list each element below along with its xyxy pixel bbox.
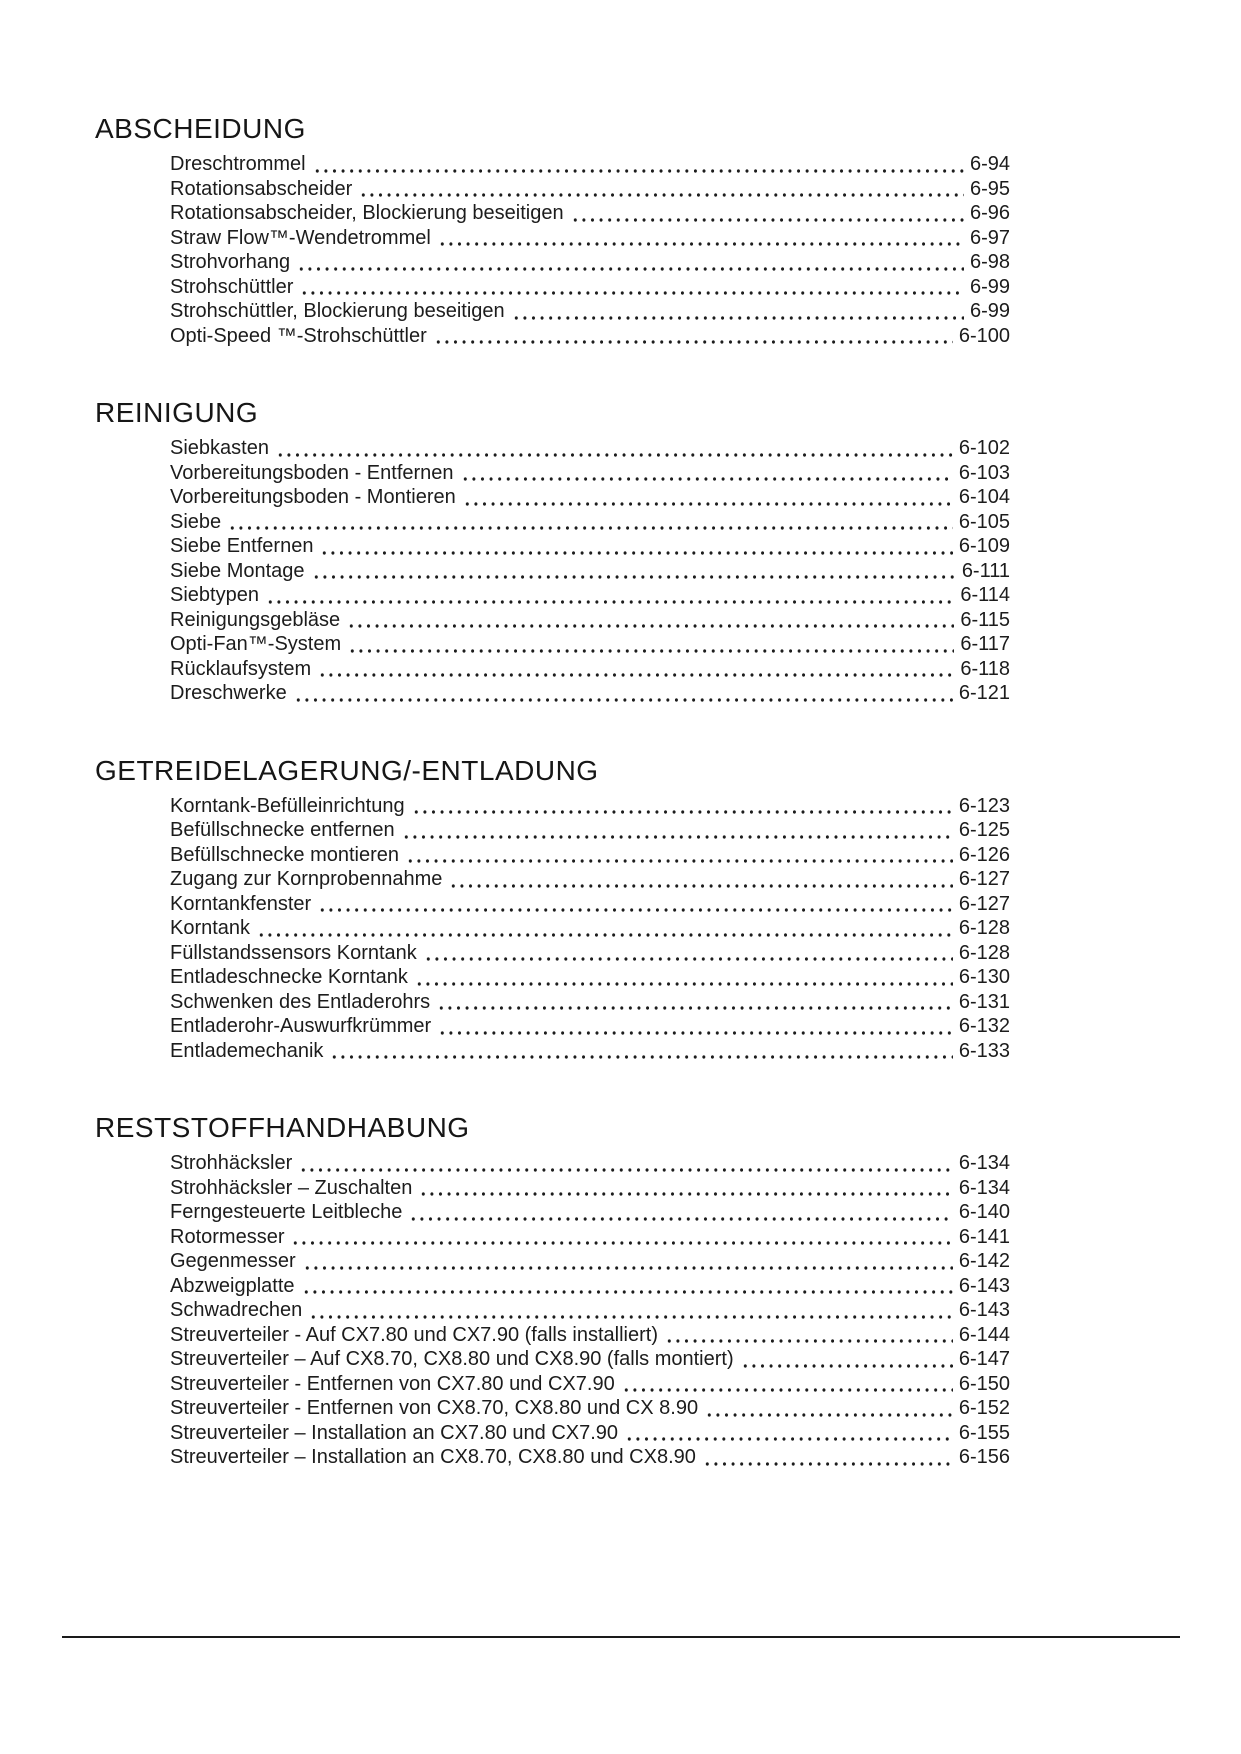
dot-leader bbox=[318, 892, 953, 917]
toc-entry-page-number: 6-127 bbox=[958, 892, 1010, 915]
toc-entry-page-number: 6-114 bbox=[960, 584, 1010, 606]
dot-leader bbox=[297, 250, 964, 275]
toc-entry bbox=[170, 226, 1010, 251]
toc-section bbox=[0, 754, 1241, 1064]
toc-entry bbox=[170, 1176, 1010, 1201]
toc-entry-page-number: 6-121 bbox=[958, 682, 1010, 704]
toc-entry bbox=[170, 843, 1010, 868]
toc-entry bbox=[170, 1421, 1010, 1446]
toc-entry-page-number: 6-143 bbox=[958, 1274, 1010, 1297]
section-heading: GETREIDELAGERUNG/-ENTLADUNG bbox=[95, 754, 599, 786]
dot-leader bbox=[625, 1421, 953, 1446]
toc-entry-title: Vorbereitungsboden - Entfernen bbox=[170, 461, 454, 484]
toc-entry bbox=[170, 632, 1010, 657]
toc-entry-page-number: 6-131 bbox=[958, 990, 1010, 1013]
dot-leader bbox=[705, 1396, 953, 1421]
dot-leader bbox=[438, 226, 964, 251]
toc-entry bbox=[170, 436, 1010, 461]
toc-entry bbox=[170, 1372, 1010, 1397]
toc-entry-page-number: 6-134 bbox=[958, 1152, 1010, 1174]
toc-entry-title: Befüllschnecke entfernen bbox=[170, 819, 395, 841]
toc-entry bbox=[170, 1347, 1010, 1372]
toc-entry-page-number: 6-134 bbox=[958, 1176, 1010, 1199]
toc-entry-page-number: 6-126 bbox=[958, 843, 1010, 866]
toc-entry bbox=[170, 250, 1010, 275]
dot-leader bbox=[438, 1014, 953, 1039]
toc-entry-page-number: 6-152 bbox=[958, 1397, 1010, 1419]
dot-leader bbox=[424, 941, 953, 966]
toc-entry bbox=[170, 794, 1010, 819]
toc-entry bbox=[170, 201, 1010, 226]
toc-entry bbox=[170, 461, 1010, 486]
toc-entry-title: Siebe bbox=[170, 510, 222, 533]
dot-leader bbox=[309, 1298, 953, 1323]
toc-entry-page-number: 6-128 bbox=[958, 917, 1010, 939]
toc-entry bbox=[170, 867, 1010, 892]
dot-leader bbox=[434, 324, 953, 349]
toc-entry-title: Vorbereitungsboden - Montieren bbox=[170, 486, 456, 508]
toc-entry-page-number: 6-95 bbox=[969, 177, 1010, 200]
toc-entry-page-number: 6-94 bbox=[969, 153, 1010, 175]
toc-entry-page-number: 6-118 bbox=[960, 657, 1010, 680]
section-heading: RESTSTOFFHANDHABUNG bbox=[95, 1112, 470, 1143]
toc-entry-title: Korntank-Befülleinrichtung bbox=[170, 794, 405, 817]
toc-entry bbox=[170, 1151, 1010, 1176]
toc-entry-page-number: 6-144 bbox=[958, 1323, 1010, 1346]
dot-leader bbox=[571, 201, 964, 226]
toc-entry-page-number: 6-147 bbox=[958, 1348, 1010, 1370]
toc-section-entries bbox=[170, 436, 1010, 706]
toc-entry bbox=[170, 990, 1010, 1015]
dot-leader bbox=[276, 436, 953, 461]
toc-entry-title: Zugang zur Kornprobennahme bbox=[170, 868, 443, 890]
dot-leader bbox=[257, 916, 953, 941]
toc-entry-title: Abzweigplatte bbox=[170, 1274, 295, 1297]
toc-entry-title: Dreschtrommel bbox=[170, 153, 306, 175]
toc-entry-page-number: 6-155 bbox=[958, 1421, 1010, 1444]
toc-entry-page-number: 6-125 bbox=[958, 819, 1010, 841]
toc-entry bbox=[170, 177, 1010, 202]
toc-entry-page-number: 6-99 bbox=[969, 300, 1010, 322]
toc-entry-page-number: 6-115 bbox=[960, 608, 1010, 631]
toc-entry bbox=[170, 559, 1010, 584]
toc-entry-page-number: 6-117 bbox=[960, 633, 1010, 655]
toc-entry bbox=[170, 275, 1010, 300]
dot-leader bbox=[302, 1274, 953, 1299]
toc-entry-page-number: 6-143 bbox=[958, 1299, 1010, 1321]
toc-entry bbox=[170, 608, 1010, 633]
toc-entry bbox=[170, 657, 1010, 682]
toc-entry-page-number: 6-127 bbox=[958, 868, 1010, 890]
dot-leader bbox=[463, 485, 953, 510]
toc-entry bbox=[170, 534, 1010, 559]
dot-leader bbox=[330, 1039, 952, 1064]
dot-leader bbox=[437, 990, 953, 1015]
toc-entry-page-number: 6-132 bbox=[958, 1015, 1010, 1037]
toc-entry-title: Dreschwerke bbox=[170, 682, 287, 704]
toc-entry bbox=[170, 892, 1010, 917]
toc-entry-title: Entladeschnecke Korntank bbox=[170, 966, 408, 988]
toc-entry bbox=[170, 1014, 1010, 1039]
footer-rule bbox=[62, 1636, 1180, 1638]
toc-entry bbox=[170, 1445, 1010, 1470]
toc-entry-title: Siebe Montage bbox=[170, 559, 305, 582]
toc-entry-title: Strohhäcksler – Zuschalten bbox=[170, 1176, 413, 1199]
toc-entry-page-number: 6-99 bbox=[969, 275, 1010, 298]
toc-entry-title: Streuverteiler - Entfernen von CX7.80 und CX7.90 bbox=[170, 1372, 615, 1395]
toc-section bbox=[0, 112, 1241, 348]
section-heading: ABSCHEIDUNG bbox=[95, 113, 306, 144]
toc-entry-page-number: 6-97 bbox=[969, 226, 1010, 249]
toc-entry-page-number: 6-156 bbox=[958, 1446, 1010, 1468]
dot-leader bbox=[415, 965, 953, 990]
dot-leader bbox=[622, 1372, 953, 1397]
toc-entry-page-number: 6-104 bbox=[958, 486, 1010, 508]
toc-entry-title: Schwenken des Entladerohrs bbox=[170, 990, 431, 1013]
toc-entry-page-number: 6-109 bbox=[958, 535, 1010, 557]
dot-leader bbox=[303, 1249, 953, 1274]
toc-entry-page-number: 6-98 bbox=[969, 251, 1010, 273]
dot-leader bbox=[299, 1151, 953, 1176]
toc-section bbox=[0, 1111, 1241, 1470]
toc-section bbox=[0, 396, 1241, 706]
toc-entry-page-number: 6-130 bbox=[958, 966, 1010, 988]
dot-leader bbox=[412, 794, 953, 819]
toc-entry-title: Streuverteiler - Entfernen von CX8.70, CX8.80 und CX 8.90 bbox=[170, 1397, 699, 1419]
toc-section-entries bbox=[170, 794, 1010, 1064]
dot-leader bbox=[228, 510, 953, 535]
table-of-contents bbox=[0, 112, 1241, 1470]
toc-entry bbox=[170, 510, 1010, 535]
toc-entry-title: Siebe Entfernen bbox=[170, 535, 314, 557]
toc-entry bbox=[170, 152, 1010, 177]
dot-leader bbox=[320, 534, 952, 559]
toc-entry bbox=[170, 1298, 1010, 1323]
toc-entry bbox=[170, 299, 1010, 324]
dot-leader bbox=[461, 461, 953, 486]
toc-entry-title: Straw Flow™-Wendetrommel bbox=[170, 226, 431, 249]
toc-entry-page-number: 6-123 bbox=[958, 794, 1010, 817]
toc-entry bbox=[170, 1323, 1010, 1348]
toc-entry-title: Strohvorhang bbox=[170, 251, 291, 273]
dot-leader bbox=[318, 657, 954, 682]
toc-entry bbox=[170, 965, 1010, 990]
toc-entry-title: Gegenmesser bbox=[170, 1250, 296, 1272]
toc-entry-title: Entlademechanik bbox=[170, 1039, 324, 1062]
dot-leader bbox=[402, 818, 953, 843]
dot-leader bbox=[347, 608, 954, 633]
toc-entry-title: Entladerohr-Auswurfkrümmer bbox=[170, 1015, 432, 1037]
toc-entry-title: Schwadrechen bbox=[170, 1299, 303, 1321]
dot-leader bbox=[406, 843, 953, 868]
toc-entry bbox=[170, 1249, 1010, 1274]
dot-leader bbox=[313, 152, 964, 177]
toc-entry-page-number: 6-103 bbox=[958, 461, 1010, 484]
toc-section-entries bbox=[170, 1151, 1010, 1470]
dot-leader bbox=[294, 681, 953, 706]
toc-entry-page-number: 6-128 bbox=[958, 941, 1010, 964]
toc-entry bbox=[170, 1274, 1010, 1299]
toc-entry-title: Rotationsabscheider, Blockierung beseitigen bbox=[170, 202, 564, 224]
toc-entry-page-number: 6-133 bbox=[958, 1039, 1010, 1062]
toc-entry-title: Streuverteiler – Installation an CX8.70, CX8.80 und CX8.90 bbox=[170, 1446, 696, 1468]
dot-leader bbox=[665, 1323, 953, 1348]
dot-leader bbox=[703, 1445, 953, 1470]
toc-entry-title: Rotormesser bbox=[170, 1225, 285, 1248]
toc-entry-page-number: 6-96 bbox=[969, 202, 1010, 224]
toc-entry-page-number: 6-140 bbox=[958, 1201, 1010, 1223]
toc-entry bbox=[170, 324, 1010, 349]
toc-entry bbox=[170, 941, 1010, 966]
toc-entry bbox=[170, 916, 1010, 941]
toc-entry-page-number: 6-102 bbox=[958, 437, 1010, 459]
toc-entry-title: Reinigungsgebläse bbox=[170, 608, 341, 631]
toc-entry-title: Strohschüttler, Blockierung beseitigen bbox=[170, 300, 505, 322]
toc-entry bbox=[170, 485, 1010, 510]
section-heading: REINIGUNG bbox=[95, 397, 259, 428]
toc-entry-title: Rücklaufsystem bbox=[170, 657, 312, 680]
toc-entry-title: Siebtypen bbox=[170, 584, 259, 606]
toc-entry-title: Siebkasten bbox=[170, 437, 269, 459]
dot-leader bbox=[409, 1200, 952, 1225]
toc-entry bbox=[170, 1396, 1010, 1421]
toc-entry-title: Befüllschnecke montieren bbox=[170, 843, 400, 866]
dot-leader bbox=[312, 559, 956, 584]
toc-entry bbox=[170, 583, 1010, 608]
dot-leader bbox=[359, 177, 964, 202]
toc-entry-title: Strohhäcksler bbox=[170, 1152, 293, 1174]
toc-entry-page-number: 6-105 bbox=[958, 510, 1010, 533]
toc-entry-title: Korntankfenster bbox=[170, 892, 312, 915]
toc-entry-title: Strohschüttler bbox=[170, 275, 294, 298]
toc-entry-page-number: 6-111 bbox=[961, 559, 1010, 582]
toc-entry-title: Füllstandssensors Korntank bbox=[170, 941, 417, 964]
toc-entry-title: Rotationsabscheider bbox=[170, 177, 353, 200]
toc-entry-page-number: 6-100 bbox=[958, 324, 1010, 347]
toc-entry-title: Streuverteiler – Installation an CX7.80 und CX7.90 bbox=[170, 1421, 619, 1444]
toc-section-entries bbox=[170, 152, 1010, 348]
dot-leader bbox=[300, 275, 964, 300]
dot-leader bbox=[266, 583, 954, 608]
toc-entry-title: Streuverteiler – Auf CX8.70, CX8.80 und CX8.90 (falls montiert) bbox=[170, 1348, 734, 1370]
toc-entry-page-number: 6-142 bbox=[958, 1250, 1010, 1272]
toc-entry-title: Opti-Speed ™-Strohschüttler bbox=[170, 324, 427, 347]
toc-entry bbox=[170, 1225, 1010, 1250]
toc-entry-title: Ferngesteuerte Leitbleche bbox=[170, 1201, 403, 1223]
toc-entry bbox=[170, 681, 1010, 706]
toc-entry bbox=[170, 818, 1010, 843]
toc-entry-page-number: 6-141 bbox=[958, 1225, 1010, 1248]
dot-leader bbox=[512, 299, 964, 324]
toc-entry bbox=[170, 1039, 1010, 1064]
dot-leader bbox=[449, 867, 952, 892]
toc-entry bbox=[170, 1200, 1010, 1225]
dot-leader bbox=[419, 1176, 953, 1201]
dot-leader bbox=[741, 1347, 953, 1372]
toc-entry-title: Opti-Fan™-System bbox=[170, 633, 342, 655]
dot-leader bbox=[291, 1225, 952, 1250]
toc-entry-page-number: 6-150 bbox=[958, 1372, 1010, 1395]
dot-leader bbox=[348, 632, 954, 657]
toc-entry-title: Korntank bbox=[170, 917, 251, 939]
toc-entry-title: Streuverteiler - Auf CX7.80 und CX7.90 (falls installiert) bbox=[170, 1323, 658, 1346]
